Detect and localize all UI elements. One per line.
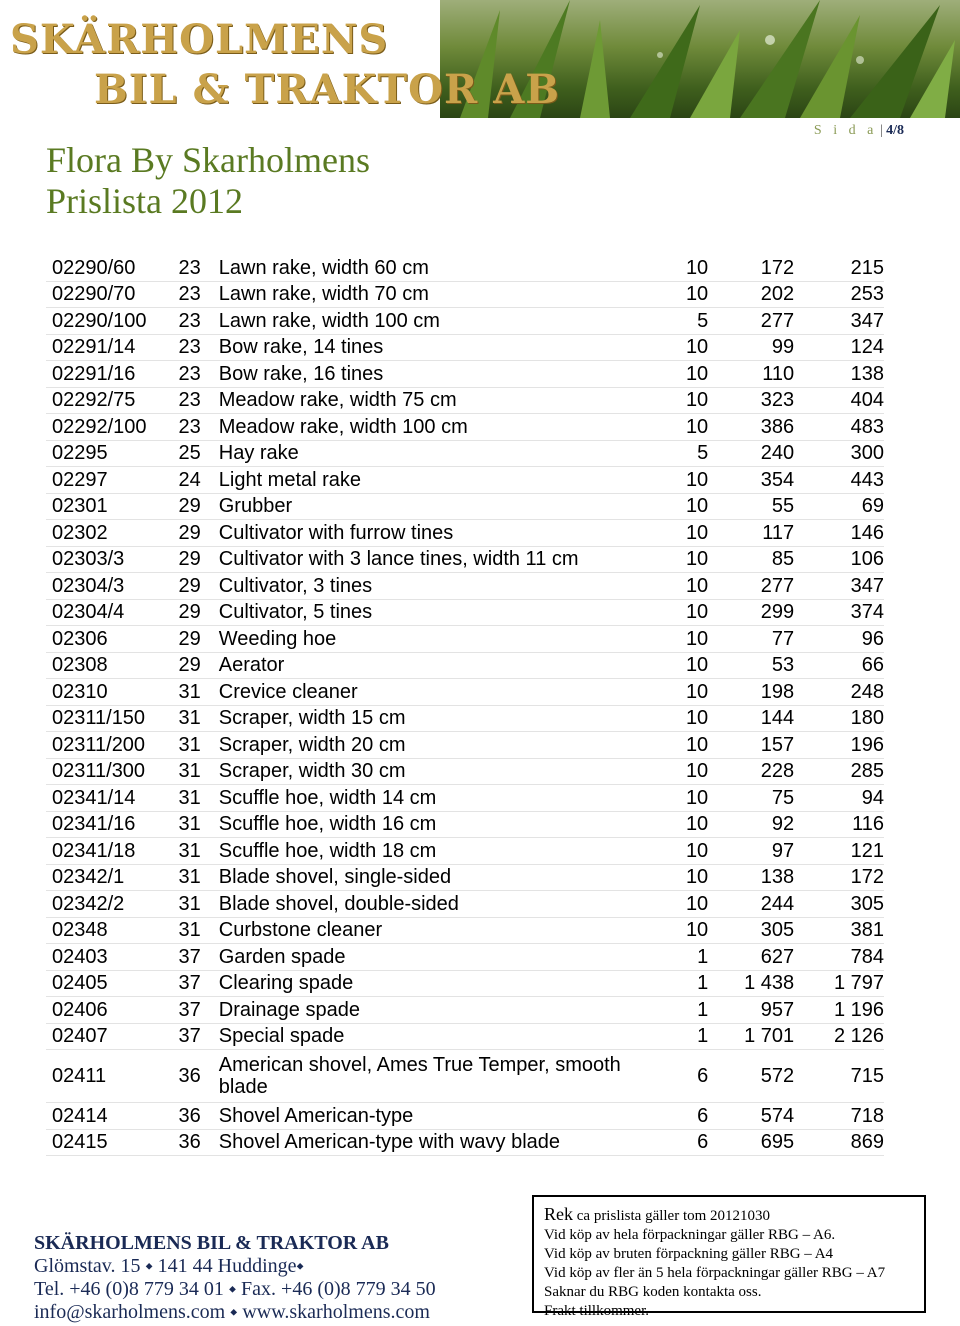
article-number: 02407 [46,1023,173,1050]
info-rek: Rek [544,1204,573,1224]
item-description: Bow rake, 16 tines [219,361,650,388]
price-incl: 96 [794,626,884,653]
item-description: Weeding hoe [219,626,650,653]
item-description: Lawn rake, width 70 cm [219,281,650,308]
article-number: 02290/100 [46,308,173,335]
group-code: 29 [173,626,219,653]
table-row [46,997,884,1024]
group-code: 37 [173,944,219,971]
group-code: 29 [173,546,219,573]
price-excl: 85 [708,546,794,573]
pack-quantity: 10 [650,493,709,520]
table-row [46,467,884,494]
price-incl: 869 [794,1129,884,1156]
item-description: Blade shovel, single-sided [219,864,650,891]
item-description: Clearing spade [219,970,650,997]
article-number: 02414 [46,1103,173,1130]
price-incl: 69 [794,493,884,520]
table-row [46,414,884,441]
info-line4: Vid köp av fler än 5 hela förpackningar gäller RBG – A7 [544,1265,886,1281]
group-code: 31 [173,758,219,785]
pack-quantity: 10 [650,758,709,785]
price-excl: 627 [708,944,794,971]
header-banner [0,0,960,118]
group-code: 31 [173,679,219,706]
company-name: SKÄRHOLMENS BIL & TRAKTOR AB [34,1232,389,1254]
article-number: 02311/150 [46,705,173,732]
price-incl: 180 [794,705,884,732]
article-number: 02406 [46,997,173,1024]
group-code: 23 [173,334,219,361]
pack-quantity: 10 [650,864,709,891]
group-code: 24 [173,467,219,494]
price-incl: 347 [794,573,884,600]
pack-quantity: 10 [650,467,709,494]
pack-quantity: 10 [650,811,709,838]
company-info [34,1232,436,1324]
info-line6: Frakt tillkommer. [544,1303,649,1319]
price-excl: 277 [708,308,794,335]
price-incl: 1 196 [794,997,884,1024]
group-code: 31 [173,785,219,812]
price-incl: 124 [794,334,884,361]
price-incl: 215 [794,255,884,281]
pack-quantity: 10 [650,255,709,281]
price-excl: 138 [708,864,794,891]
price-excl: 695 [708,1129,794,1156]
price-incl: 121 [794,838,884,865]
article-number: 02348 [46,917,173,944]
group-code: 25 [173,440,219,467]
group-code: 23 [173,387,219,414]
article-number: 02295 [46,440,173,467]
article-number: 02415 [46,1129,173,1156]
group-code: 23 [173,361,219,388]
pack-quantity: 6 [650,1050,709,1103]
price-excl: 323 [708,387,794,414]
table-row [46,626,884,653]
pack-quantity: 1 [650,1023,709,1050]
article-number: 02341/16 [46,811,173,838]
item-description: Cultivator, 3 tines [219,573,650,600]
price-excl: 1 701 [708,1023,794,1050]
table-row [46,652,884,679]
item-description: Lawn rake, width 100 cm [219,308,650,335]
item-description: Meadow rake, width 75 cm [219,387,650,414]
price-incl: 285 [794,758,884,785]
price-incl: 347 [794,308,884,335]
price-incl: 300 [794,440,884,467]
item-description: Garden spade [219,944,650,971]
article-number: 02311/300 [46,758,173,785]
article-number: 02291/16 [46,361,173,388]
table-row [46,387,884,414]
article-number: 02297 [46,467,173,494]
page-title [46,140,370,222]
price-incl: 138 [794,361,884,388]
group-code: 37 [173,997,219,1024]
table-row [46,732,884,759]
article-number: 02302 [46,520,173,547]
table-row [46,838,884,865]
table-row [46,970,884,997]
info-line1-rest: ca prislista gäller tom 20121030 [573,1208,771,1224]
item-description: Lawn rake, width 60 cm [219,255,650,281]
table-row [46,573,884,600]
group-code: 31 [173,811,219,838]
item-description: Blade shovel, double-sided [219,891,650,918]
pack-quantity: 10 [650,705,709,732]
article-number: 02311/200 [46,732,173,759]
price-excl: 144 [708,705,794,732]
price-incl: 248 [794,679,884,706]
price-excl: 228 [708,758,794,785]
group-code: 29 [173,652,219,679]
article-number: 02304/3 [46,573,173,600]
pack-quantity: 10 [650,573,709,600]
table-row [46,520,884,547]
article-number: 02292/100 [46,414,173,441]
page-number: 4/8 [886,123,904,138]
price-incl: 483 [794,414,884,441]
price-excl: 198 [708,679,794,706]
price-excl: 172 [708,255,794,281]
group-code: 37 [173,970,219,997]
article-number: 02405 [46,970,173,997]
price-incl: 172 [794,864,884,891]
pack-quantity: 1 [650,944,709,971]
title-line1: Flora By Skarholmens [46,140,370,180]
price-incl: 784 [794,944,884,971]
pack-quantity: 1 [650,997,709,1024]
page-indicator [814,123,904,139]
price-excl: 240 [708,440,794,467]
pack-quantity: 10 [650,626,709,653]
pack-quantity: 6 [650,1103,709,1130]
price-excl: 117 [708,520,794,547]
group-code: 23 [173,255,219,281]
table-row [46,785,884,812]
group-code: 36 [173,1103,219,1130]
info-line3: Vid köp av bruten förpackning gäller RBG – A4 [544,1246,834,1262]
pack-quantity: 10 [650,652,709,679]
item-description: Light metal rake [219,467,650,494]
article-number: 02304/4 [46,599,173,626]
company-address: Glömstav. 15 ⬩ 141 44 Huddinge⬩ [34,1255,304,1277]
item-description: Scuffle hoe, width 14 cm [219,785,650,812]
pack-quantity: 1 [650,970,709,997]
item-description: Crevice cleaner [219,679,650,706]
pack-quantity: 5 [650,440,709,467]
group-code: 29 [173,520,219,547]
pack-quantity: 10 [650,361,709,388]
group-code: 31 [173,864,219,891]
article-number: 02411 [46,1050,173,1103]
table-row [46,705,884,732]
item-description: Scraper, width 20 cm [219,732,650,759]
table-row [46,917,884,944]
pack-quantity: 10 [650,387,709,414]
article-number: 02292/75 [46,387,173,414]
pack-quantity: 10 [650,281,709,308]
page-label: S i d a [813,123,878,138]
title-line2: Prislista 2012 [46,181,244,221]
item-description: Hay rake [219,440,650,467]
price-incl: 1 797 [794,970,884,997]
item-description: Scraper, width 15 cm [219,705,650,732]
item-description: Grubber [219,493,650,520]
pack-quantity: 10 [650,732,709,759]
group-code: 23 [173,414,219,441]
price-excl: 244 [708,891,794,918]
price-incl: 66 [794,652,884,679]
pack-quantity: 10 [650,891,709,918]
group-code: 31 [173,891,219,918]
table-row [46,493,884,520]
company-web: info@skarholmens.com ⬩ www.skarholmens.com [34,1301,430,1323]
price-excl: 957 [708,997,794,1024]
table-row [46,811,884,838]
table-row [46,864,884,891]
item-description: Meadow rake, width 100 cm [219,414,650,441]
table-row [46,599,884,626]
price-incl: 196 [794,732,884,759]
item-description: Bow rake, 14 tines [219,334,650,361]
group-code: 31 [173,732,219,759]
price-excl: 99 [708,334,794,361]
price-excl: 299 [708,599,794,626]
group-code: 29 [173,599,219,626]
pack-quantity: 10 [650,599,709,626]
article-number: 02403 [46,944,173,971]
price-incl: 305 [794,891,884,918]
price-excl: 75 [708,785,794,812]
article-number: 02342/1 [46,864,173,891]
table-row [46,1023,884,1050]
table-row [46,1050,884,1103]
price-excl: 157 [708,732,794,759]
table-row [46,361,884,388]
item-description: Shovel American-type [219,1103,650,1130]
item-description: Drainage spade [219,997,650,1024]
article-number: 02341/14 [46,785,173,812]
pack-quantity: 10 [650,546,709,573]
item-description: Scuffle hoe, width 18 cm [219,838,650,865]
article-number: 02308 [46,652,173,679]
table-row [46,679,884,706]
info-line1 [544,1205,924,1226]
price-excl: 354 [708,467,794,494]
item-description: Curbstone cleaner [219,917,650,944]
price-excl: 202 [708,281,794,308]
group-code: 31 [173,838,219,865]
article-number: 02342/2 [46,891,173,918]
article-number: 02306 [46,626,173,653]
pack-quantity: 10 [650,414,709,441]
pricing-info-box [532,1195,926,1319]
article-number: 02303/3 [46,546,173,573]
logo-text-line2: BIL & TRAKTOR AB [94,66,561,113]
table-row [46,1129,884,1156]
group-code: 36 [173,1050,219,1103]
pack-quantity: 10 [650,679,709,706]
table-row [46,308,884,335]
price-excl: 386 [708,414,794,441]
price-incl: 443 [794,467,884,494]
group-code: 23 [173,308,219,335]
info-line2: Vid köp av hela förpackningar gäller RBG – A6. [544,1227,836,1243]
item-description: American shovel, Ames True Temper, smooth blade [219,1050,650,1103]
price-incl: 94 [794,785,884,812]
price-excl: 53 [708,652,794,679]
article-number: 02310 [46,679,173,706]
price-incl: 2 126 [794,1023,884,1050]
table-row [46,1103,884,1130]
price-excl: 574 [708,1103,794,1130]
item-description: Aerator [219,652,650,679]
pack-quantity: 5 [650,308,709,335]
group-code: 29 [173,573,219,600]
price-excl: 277 [708,573,794,600]
page-separator: | [880,123,884,138]
table-row [46,281,884,308]
group-code: 29 [173,493,219,520]
pack-quantity: 10 [650,785,709,812]
pack-quantity: 10 [650,334,709,361]
article-number: 02291/14 [46,334,173,361]
item-description: Scuffle hoe, width 16 cm [219,811,650,838]
price-excl: 92 [708,811,794,838]
price-excl: 572 [708,1050,794,1103]
group-code: 31 [173,917,219,944]
item-description: Cultivator with 3 lance tines, width 11 cm [219,546,650,573]
table-row [46,944,884,971]
pack-quantity: 10 [650,838,709,865]
price-excl: 1 438 [708,970,794,997]
table-row [46,440,884,467]
pack-quantity: 10 [650,520,709,547]
price-table [46,255,884,1156]
price-excl: 77 [708,626,794,653]
price-incl: 404 [794,387,884,414]
item-description: Cultivator with furrow tines [219,520,650,547]
article-number: 02290/70 [46,281,173,308]
group-code: 37 [173,1023,219,1050]
table-row [46,546,884,573]
item-description: Cultivator, 5 tines [219,599,650,626]
price-incl: 106 [794,546,884,573]
price-incl: 374 [794,599,884,626]
price-incl: 718 [794,1103,884,1130]
price-excl: 97 [708,838,794,865]
table-row [46,255,884,281]
price-excl: 55 [708,493,794,520]
logo-text-line1: SKÄRHOLMENS [10,16,389,63]
company-phone: Tel. +46 (0)8 779 34 01 ⬩ Fax. +46 (0)8 779 34 50 [34,1278,436,1300]
article-number: 02290/60 [46,255,173,281]
item-description: Scraper, width 30 cm [219,758,650,785]
pack-quantity: 10 [650,917,709,944]
pack-quantity: 6 [650,1129,709,1156]
table-row [46,758,884,785]
group-code: 31 [173,705,219,732]
price-incl: 253 [794,281,884,308]
price-excl: 110 [708,361,794,388]
group-code: 36 [173,1129,219,1156]
article-number: 02301 [46,493,173,520]
info-line5: Saknar du RBG koden kontakta oss. [544,1284,762,1300]
price-incl: 116 [794,811,884,838]
table-row [46,334,884,361]
article-number: 02341/18 [46,838,173,865]
price-incl: 146 [794,520,884,547]
price-incl: 381 [794,917,884,944]
table-row [46,891,884,918]
price-incl: 715 [794,1050,884,1103]
group-code: 23 [173,281,219,308]
item-description: Special spade [219,1023,650,1050]
item-description: Shovel American-type with wavy blade [219,1129,650,1156]
price-excl: 305 [708,917,794,944]
